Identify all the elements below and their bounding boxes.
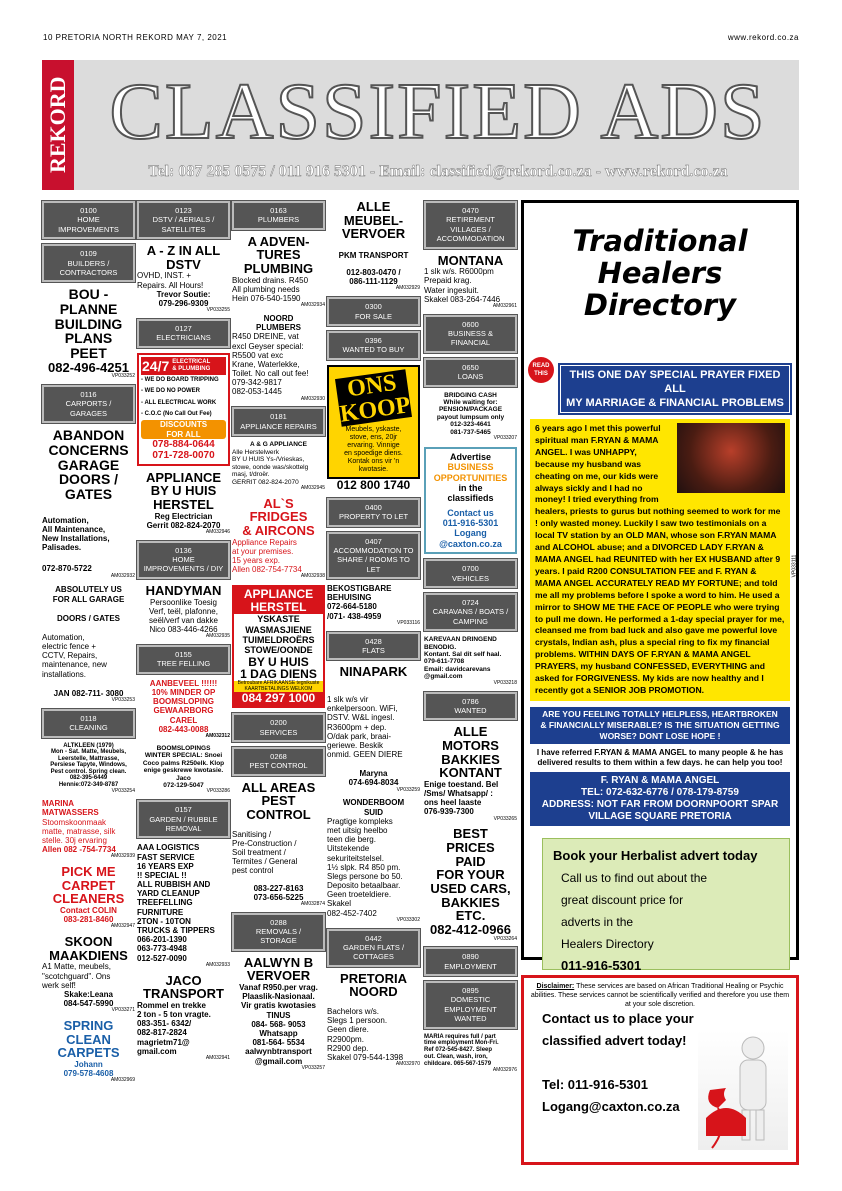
ad-code: AM032941	[205, 1054, 230, 1061]
herbalist-phone[interactable]: 011-916-5301	[561, 958, 642, 973]
ad-a-g-appliance	[232, 441, 325, 492]
ad-phone: Maryna 074-694-8034	[348, 769, 399, 788]
ad-a-z-dstv	[137, 244, 230, 314]
ad-phone: 012-803-0470 / 086-111-1129	[346, 268, 401, 287]
ad-body-2: Automation, electric fence + CCTV, Repairs, maintenance, new installations.	[42, 632, 107, 679]
contact-email[interactable]: Logang@caxton.co.za	[542, 1099, 680, 1114]
ad-code: VP033254	[111, 787, 135, 794]
ad-title: MONTANA	[437, 252, 504, 268]
ad-phone: 082-412-0966	[430, 921, 511, 937]
ad-code-2: VP033253	[111, 697, 135, 704]
ad-body: YSKASTE WASMASJIENE TUIMELDROËRS STOWE/OONDE	[242, 614, 315, 656]
ad-phone: Trevor Soutie: 079-296-9309	[156, 289, 211, 308]
ad-code: AM032874	[300, 900, 325, 907]
ad-skoon	[42, 935, 135, 1014]
ad-body: Enige toestand. Bel /Sms/ Whatsapp/ : ons heel laaste 076-939-7300	[424, 779, 499, 817]
testimonial-text: 6 years ago I met this powerful spiritual man F.RYAN & MAMA ANGEL. I was UNHAPPY, because my husband was cheating on me, our kids were always sickly and I had no money! I tried everything from healers, priests to gurus but nothing seemed to work for me ! only wasted money. Luckily I saw two testimonials on a local TV station by an OLD MAN, whose son F.RYAN MAMA and ALCOHOL abuse; and a DIVORCED LADY F.RYAN & MAMA ANGEL had REUNITED with her EX HUSBAND after 9 years. I paid R200 CONSULTATION FEE and F. RYAN & MAMA ANGEL ACCURATELY READ MY FORTUNE; and told me all my problems before I spoke a word to him. He used a mirror to SHOW ME THE FACE OF PEOPLE who were trying to pull me down. He performed a 1-day special prayer for me, cleansed me from bad luck and also gave me powerful love crystals, Indian ash, plus a special ring to fix my financial problems. WITHIN DAYS OF F.RYAN & MAMA ANGEL PRAYERS, my husband CONFESSED, EVERYTHING and asked for FORGIVENESS. My kids are now healthy and I recently got a SENIOR JOB PROMOTION.	[535, 423, 785, 695]
herbalist-advert-box	[542, 838, 790, 973]
ad-phone: 012 800 1740	[336, 478, 411, 493]
ad-title: AALWYN B VERVOER	[243, 954, 314, 984]
healers-testimonial	[530, 419, 790, 701]
section-0268-header: 0268 PEST CONTROL	[232, 747, 325, 776]
ad-subtitle-2: DOORS / GATES	[57, 613, 120, 623]
section-0100-header: 0100 HOME IMPROVEMENTS	[42, 201, 135, 239]
ad-montana	[424, 254, 517, 310]
section-0407-header: 0407 ACCOMMODATION TO SHARE / ROOMS TO LET	[327, 532, 420, 580]
ad-abandon	[42, 428, 135, 704]
ad-pretoria-noord	[327, 972, 420, 1068]
ad-title: AL`S FRIDGES & AIRCONS	[242, 495, 315, 539]
column-4	[327, 200, 420, 1073]
ad-title: NOORD PLUMBERS	[256, 313, 301, 333]
section-0700-header: 0700 VEHICLES	[424, 559, 517, 588]
ad-body: ALTKLEEN (1979) Mon - Sat. Matte, Meubels, Leerstelle, Mattrasse, Persiese Tapyte, Windows, Pest control. Spring clean. 082-395-6449 Hennie:072-349-8787	[50, 742, 127, 789]
ad-maria	[424, 1034, 517, 1074]
ad-body: BOOMSLOPINGS WINTER SPECIAL: Snoei Coco palms R250elk. Klop enige geskrewe kwotasie. Jaco 072-129-5047	[142, 744, 225, 789]
ad-spring-clean	[42, 1019, 135, 1084]
ad-phone: 084 297 1000	[234, 692, 323, 706]
column-1	[42, 200, 135, 1089]
ad-title: BOU - PLANNE BUILDING PLANS PEET	[54, 286, 123, 361]
ad-title: 24/7	[142, 357, 170, 374]
ad-title: ALLE MOTORS BAKKIES KONTANT	[439, 724, 502, 781]
contact-phone[interactable]: Tel: 011-916-5301	[542, 1077, 648, 1092]
page-folio	[43, 33, 799, 45]
ad-noord-plumbers	[232, 314, 325, 402]
masthead-title: CLASSIFIED ADS	[109, 68, 767, 156]
list-item: - C.O.C (No Call Out Fee)	[141, 410, 212, 417]
ad-code: VP033259	[396, 786, 420, 793]
ad-bou-planne	[42, 287, 135, 380]
ad-box	[327, 365, 420, 479]
ad-subtitle: PKM TRANSPORT	[338, 250, 409, 260]
ad-title: PICK ME CARPET CLEANERS	[52, 864, 125, 907]
ad-code: VP033265	[493, 815, 517, 822]
section-0127-header: 0127 ELECTRICIANS	[137, 319, 230, 348]
ad-list	[141, 375, 226, 421]
ad-code: AM032939	[110, 853, 135, 860]
ad-body: 1 slk w/s vir enkelpersoon. WiFi, DSTV. W&L ingesl. R3600pm + dep. O/dak park, braai- geriewe. Beskik onmid. GEEN DIERE	[327, 694, 403, 760]
ad-body: Reg Electrician Gerrit 082-824-2070	[146, 511, 221, 530]
ad-best-prices	[424, 827, 517, 942]
ad-aanbeveel	[137, 679, 230, 740]
ad-title: Advertise	[449, 452, 492, 463]
ad-body: R450 DREINE, vat excl Geyser special: R5500 vat exc Krane, Waterlekke, Toilet. No call out fee! 079-342-9817 082-053-1445	[232, 332, 309, 397]
ad-code: VP033286	[206, 788, 230, 795]
ad-title: APPLIANCE HERSTEL	[234, 587, 323, 614]
ad-title: SKOON MAAKDIENS	[49, 934, 128, 963]
ad-ons-koop	[327, 365, 420, 493]
column-3	[232, 200, 325, 1077]
ad-phone: 072-870-5722	[42, 564, 92, 574]
ad-subtitle: ELECTRICAL & PLUMBING	[172, 358, 211, 372]
ad-wonderboom	[327, 798, 420, 923]
column-5	[424, 200, 517, 1079]
folio-url[interactable]: www.rekord.co.za	[727, 33, 799, 42]
ad-body: Alle Herstelwerk BY U HUIS Ys-/Vrieskas, stowe, oonde was/skottelg masj, t/droër. GERRIT 082-824-2070	[232, 448, 309, 486]
healers-contact-banner: F. RYAN & MAMA ANGEL TEL: 072-632-6776 / 078-179-8759 ADDRESS: NOT FAR FROM DOORNPOORT SPAR VILLAGE SQUARE PRETORIA	[530, 772, 790, 826]
ad-phone: Allen 082 -754-7734	[42, 845, 116, 855]
ad-title: ALLE MEUBEL- VERVOER	[341, 199, 406, 242]
ad-title: BEST PRICES PAID FOR YOUR USED CARS, BAKKIES ETC.	[430, 826, 511, 924]
ad-code: AM032945	[300, 484, 325, 491]
list-item: - WE DO BOARD TRIPPING	[141, 376, 219, 383]
healers-directory	[521, 200, 799, 1008]
ad-phone: Johann 079-578-4608	[63, 1059, 114, 1079]
rekord-logo: REKORD	[42, 60, 74, 190]
ad-title: WONDERBOOM SUID	[342, 798, 405, 817]
ad-title: ABANDON CONCERNS GARAGE DOORS / GATES	[48, 427, 129, 502]
ad-bekostigbare	[327, 584, 420, 627]
ad-code: VP033271	[111, 1007, 135, 1014]
ad-code: VP033257	[301, 1064, 325, 1071]
ad-body: Vanaf R950.per vrag. Plaaslik-Nasionaal. Vir gratis kwotasies TINUS 084- 568- 9053 Whatsapp 081-564- 5534 aalwynbtransport @gmail.com	[239, 983, 318, 1066]
herbalist-body: Call us to find out about the great discount price for adverts in the Healers Directory	[561, 871, 708, 951]
herbs-bowl-image	[677, 423, 785, 493]
ad-title: PRETORIA NOORD	[340, 970, 407, 1000]
ad-discount: DISCOUNTS FOR ALL	[141, 420, 226, 438]
ad-code: AM032312	[205, 732, 230, 739]
ad-phone-2: JAN 082-711- 3080	[53, 688, 124, 698]
ad-jaco-transport	[137, 974, 230, 1062]
ad-code: VP033264	[493, 935, 517, 942]
ad-body: Automation, All Maintenance, New Installations, Palisades.	[42, 515, 110, 553]
ad-body: in the classifieds	[447, 483, 494, 504]
masthead-contact: Tel: 087 285 0575 / 011 916 5301 - Email: classified@rekord.co.za - www.rekord.co.za	[148, 163, 728, 180]
section-0157-header: 0157 GARDEN / RUBBLE REMOVAL	[137, 800, 230, 838]
disclaimer-label: Disclaimer:	[536, 983, 575, 990]
ad-alle-meubel-vervoer	[327, 200, 420, 292]
list-item: - ALL ELECTRICAL WORK	[141, 399, 217, 406]
masthead	[42, 60, 799, 190]
ad-title: NINAPARK	[339, 664, 408, 680]
ad-body: Pragtige kompleks met uitsig heelbo teen die berg. Uitstekende sekuriteitstelsel. 1½ slpk. R4 850 pm. Slegs persone bo 50. Deposito betaalbaar. Geen troeteldiere. Skakel 082-452-7402	[327, 816, 403, 918]
ad-body: Meubels, yskaste, stove, ens, 20jr ervaring. Vinnige en spoedige diens. Kontak ons vir 'n kwotasie.	[344, 425, 403, 473]
ad-title: SPRING CLEAN CARPETS	[57, 1018, 120, 1061]
folio-left: 10 PRETORIA NORTH REKORD MAY 7, 2021	[43, 33, 228, 42]
ad-phone: 083-227-8163 073-656-5225	[253, 883, 304, 902]
ad-subtitle: BY U HUIS 1 DAG DIENS	[240, 654, 317, 682]
section-0428-header: 0428 FLATS	[327, 632, 420, 661]
section-0300-header: 0300 FOR SALE	[327, 297, 420, 326]
ad-body: 1 slk w/s. R6000pm Prepaid krag. Water ingesluit. Skakel 083-264-7446	[424, 267, 501, 304]
ad-aaa-logistics	[137, 843, 230, 968]
ad-ninapark	[327, 665, 420, 793]
ad-24-7-electrical	[137, 353, 230, 466]
ad-body: AAA LOGISTICS FAST SERVICE 16 YEARS EXP !! SPECIAL !! ALL RUBBISH AND YARD CLEANUP TREEFELLING FURNITURE 2TON - 10TON TRUCKS & TIPPERS 066-201-1390 063-773-4948 012-527-0090	[137, 843, 215, 963]
ad-title: ONS KOOP	[335, 369, 412, 426]
ad-code: AM032947	[110, 923, 135, 930]
section-0650-header: 0650 LOANS	[424, 358, 517, 387]
ad-code: AM032961	[492, 302, 517, 309]
section-0200-header: 0200 SERVICES	[232, 713, 325, 742]
ad-code: VP033111	[791, 554, 798, 578]
ad-body: A1 Matte, meubels, "scotchguard". Ons werk self!	[42, 962, 111, 990]
ad-title: APPLIANCE BY U HUIS HERSTEL	[145, 469, 222, 512]
section-0163-header: 0163 PLUMBERS	[232, 201, 325, 230]
ad-title: MARINA MATWASSERS	[42, 799, 99, 818]
ad-title: JACO TRANSPORT	[143, 972, 224, 1002]
ad-code: AM032976	[492, 1067, 517, 1073]
ad-code: AM032933	[205, 961, 230, 968]
section-0136-header: 0136 HOME IMPROVEMENTS / DIY	[137, 541, 230, 579]
contact-headline: Contact us to place your classified advert today!	[542, 1011, 694, 1048]
ad-title: A - Z IN ALL DSTV	[146, 243, 221, 272]
ad-title: A ADVEN- TURES PLUMBING	[243, 233, 314, 277]
ad-title: HANDYMAN	[145, 582, 222, 598]
healers-question-banner: ARE YOU FEELING TOTALLY HELPLESS, HEARTBROKEN & FINANCIALLY MISERABLE? IS THE SITUATION GETTING WORSE? DONT LOSE HOPE !	[530, 707, 790, 744]
section-0118-header: 0118 CLEANING	[42, 709, 135, 738]
ad-body: Bachelors w/s. Slegs 1 persoon. Geen diere. R2900pm. R2900 dep. Skakel 079-544-1398	[327, 1006, 404, 1062]
ad-handyman	[137, 584, 230, 640]
herbalist-title: Book your Herbalist advert today	[553, 848, 758, 863]
ad-body: Sanitising / Pre-Construction / Soil treatment / Termites / General pest control	[232, 829, 298, 876]
ad-phone: 078-884-0644 071-728-0070	[152, 438, 215, 462]
ad-appliance-herstel	[232, 585, 325, 708]
ad-code: VP033255	[206, 307, 230, 314]
section-0396-header: 0396 WANTED TO BUY	[327, 331, 420, 360]
section-0895-header: 0895 DOMESTIC EMPLOYMENT WANTED	[424, 981, 517, 1029]
healers-banner: THIS ONE DAY SPECIAL PRAYER FIXED ALL MY MARRIAGE & FINANCIAL PROBLEMS	[560, 365, 790, 413]
ad-body: Rommel en trekke 2 ton - 5 ton vragte. 083-351- 6342/ 082-817-2824 magrietm71@ gmail.com	[137, 1000, 211, 1056]
ad-body: Appliance Repairs at your premises. 15 years exp. Allen 082-754-7734	[232, 537, 302, 575]
ad-code: AM032938	[300, 573, 325, 580]
section-0288-header: 0288 REMOVALS / STORAGE	[232, 913, 325, 951]
ad-altkleen	[42, 743, 135, 795]
ad-code: VP033252	[111, 373, 135, 380]
ad-code: AM032970	[395, 1061, 420, 1068]
column-2	[137, 200, 230, 1067]
ad-pick-me	[42, 865, 135, 930]
ad-phone: Skake:Leana 084-547-5990	[63, 989, 114, 1009]
ad-marina	[42, 799, 135, 860]
ad-title: ALL AREAS PEST CONTROL	[241, 779, 316, 822]
ad-subtitle: ABSOLUTELY US FOR ALL GARAGE	[52, 585, 125, 604]
ad-body: Contact COLIN 083-281-8460	[60, 905, 117, 925]
ad-code: AM032946	[205, 528, 230, 535]
ad-a-adventures-plumbing	[232, 235, 325, 309]
ad-body: AANBEVEEL !!!!!! 10% MINDER OP BOOMSLOPING GEWAARBORG CAREL 082-443-0088	[149, 678, 218, 734]
ad-alle-motors	[424, 725, 517, 822]
ad-aalwyn-vervoer	[232, 956, 325, 1072]
ad-appliance-by-u-huis	[137, 471, 230, 536]
ad-body: MARIA requires full / part time employment Mon-Fri. Ref 072-545-8427. Sleep out. Clean, wash, iron, childcare. 065-567-1579	[424, 1033, 499, 1068]
ad-body: KAREVAAN DRINGEND BENODIG. Kontant. Sal dit self haal. 079-611-7708 Email: davidcarevans @gmail.com	[424, 636, 502, 681]
ad-body: Blocked drains. R450 All plumbing needs Hein 076-540-1590	[232, 275, 309, 304]
ad-als-fridges	[232, 497, 325, 580]
section-0600-header: 0600 BUSINESS & FINANCIAL	[424, 315, 517, 353]
ad-code: VP033207	[493, 435, 517, 442]
section-0109-header: 0109 BUILDERS / CONTRACTORS	[42, 244, 135, 282]
section-0123-header: 0123 DSTV / AERIALS / SATELLITES	[137, 201, 230, 239]
ad-body: OVHD, INST. + Repairs. All Hours!	[137, 271, 204, 290]
ad-body: BRIDGING CASH While waiting for: PENSION/PACKAGE payout lumpsum only 012-323-4641 081-737-5465	[436, 391, 505, 436]
healers-referral: I have referred F.RYAN & MAMA ANGEL to many people & he has delivered results to them within a few days. he can help you too!	[536, 748, 784, 767]
ad-body: BEKOSTIGBARE BEHUISING 072-664-5180 /071- 438-4959	[327, 584, 392, 621]
ad-all-areas-pest	[232, 781, 325, 908]
ad-code: AM032930	[300, 395, 325, 402]
ad-advertise-business	[424, 447, 517, 554]
ad-small: Betroubare AFRIKAANSE tegnikuste KAARTBETALINGS WELKOM	[234, 681, 323, 693]
section-0181-header: 0181 APPLIANCE REPAIRS	[232, 407, 325, 436]
ad-body: Persoonlike Toesig Verf, teël, plafonne, seël/verf van dakke Nico 083-446-4266	[149, 597, 218, 635]
ad-contact: Contact us 011-916-5301 Logang @caxton.co.za	[439, 507, 502, 549]
section-0400-header: 0400 PROPERTY TO LET	[327, 498, 420, 527]
section-0470-header: 0470 RETIREMENT VILLAGES / ACCOMMODATION	[424, 201, 517, 249]
ad-code: AM032969	[110, 1077, 135, 1084]
ad-phone: 082-496-4251	[48, 359, 129, 375]
ad-code: AM032929	[395, 285, 420, 292]
ad-code: AM032934	[300, 302, 325, 309]
section-0116-header: 0116 CARPORTS / GARAGES	[42, 385, 135, 423]
section-0890-header: 0890 EMPLOYMENT	[424, 947, 517, 976]
healers-title: Traditional Healers Directory	[572, 224, 748, 322]
disclaimer-text: These services are based on African Traditional Healing or Psychic abilities. These services cannot be scientifically verified and therefore you use them at your sole discretion.	[530, 983, 790, 1008]
section-0724-header: 0724 CARAVANS / BOATS / CAMPING	[424, 593, 517, 631]
telephone-figure-icon	[698, 1030, 788, 1150]
contact-advert-box	[521, 975, 799, 1165]
read-this-badge: READ THIS	[528, 357, 554, 383]
telephone-illustration	[698, 1030, 788, 1150]
ad-boomslopings	[137, 745, 230, 796]
ad-subtitle: BUSINESS OPPORTUNITIES	[433, 462, 508, 483]
ad-body: Stoomskoonmaak matte, matrasse, silk stelle. 30j ervaring	[42, 817, 116, 845]
ad-code: VP033116	[397, 619, 420, 626]
section-0442-header: 0442 GARDEN FLATS / COTTAGES	[327, 929, 420, 967]
ad-header-bar	[141, 357, 226, 375]
ad-karevaan	[424, 636, 517, 687]
list-item: - WE DO NO POWER	[141, 388, 200, 395]
ad-title: A & G APPLIANCE	[250, 441, 307, 449]
section-0786-header: 0786 WANTED	[424, 692, 517, 721]
ad-code: VP033302	[396, 916, 420, 923]
ad-code: AM032932	[110, 572, 135, 579]
ad-code: AM032935	[205, 633, 230, 640]
ad-bridging-cash	[424, 392, 517, 443]
section-0155-header: 0155 TREE FELLING	[137, 645, 230, 674]
ad-code: VP033218	[493, 679, 517, 686]
